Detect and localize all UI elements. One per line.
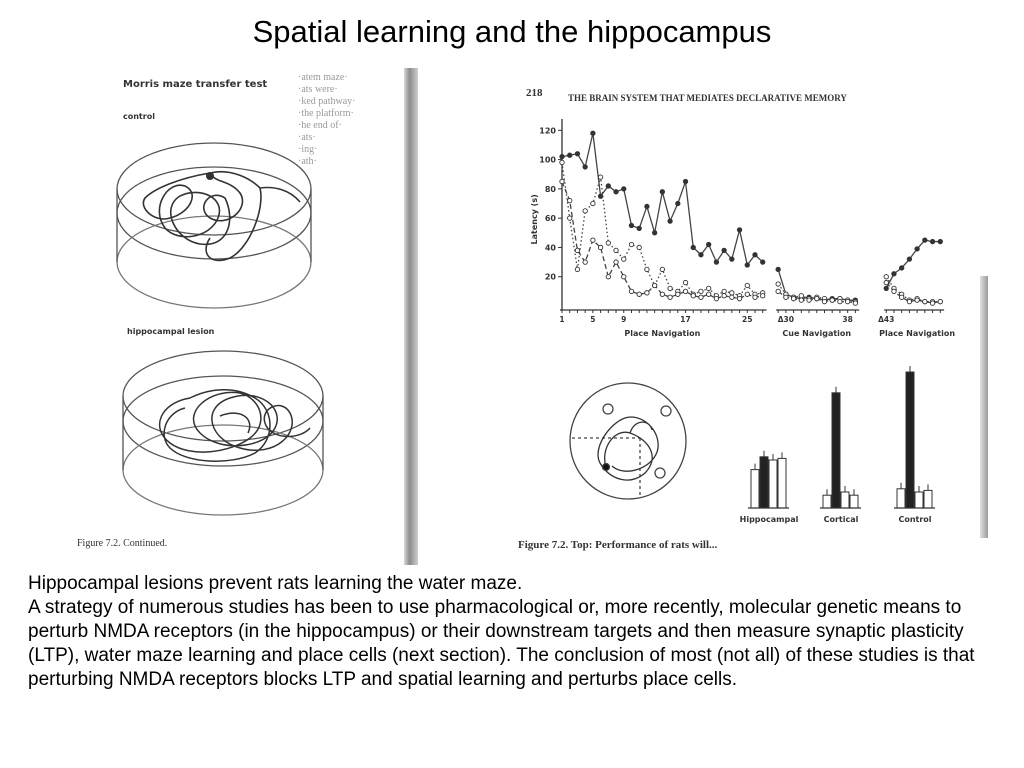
series-line (562, 163, 763, 296)
data-point (892, 289, 896, 293)
data-point (745, 263, 749, 267)
margin-text-line: ·ath· (298, 156, 317, 167)
y-tick-label: 20 (544, 272, 556, 282)
data-point (706, 242, 710, 246)
bar (769, 460, 777, 508)
data-point (645, 204, 649, 208)
data-point (598, 175, 602, 179)
data-point (761, 260, 765, 264)
y-tick-label: 80 (544, 184, 556, 194)
section-label: Place Navigation (879, 329, 956, 338)
data-point (737, 228, 741, 232)
bar (906, 372, 914, 508)
bar-chart-labels (740, 515, 932, 524)
maze-heading: Morris maze transfer test (123, 79, 268, 90)
data-point (598, 194, 602, 198)
margin-text-line: ·ats· (298, 132, 316, 143)
data-point (923, 238, 927, 242)
page-edge-shadow (980, 276, 988, 538)
data-point (699, 289, 703, 293)
data-point (622, 275, 626, 279)
data-point (652, 231, 656, 235)
body-text (28, 572, 988, 692)
data-point (915, 298, 919, 302)
data-point (791, 296, 795, 300)
bar (915, 492, 923, 508)
data-point (830, 298, 834, 302)
data-point (660, 190, 664, 194)
data-point (668, 219, 672, 223)
margin-text-line: ·ing· (298, 144, 318, 155)
data-point (606, 184, 610, 188)
section-label: Cue Navigation (782, 329, 852, 338)
data-point (838, 299, 842, 303)
chart-series (560, 131, 943, 305)
data-point (753, 253, 757, 257)
bar (778, 458, 786, 508)
data-point (575, 248, 579, 252)
data-point (799, 298, 803, 302)
data-point (645, 267, 649, 271)
data-point (568, 216, 572, 220)
y-tick-label: 100 (539, 155, 556, 165)
series-line (562, 133, 763, 265)
data-point (575, 267, 579, 271)
maze-path-figure (60, 68, 418, 565)
data-point (560, 154, 564, 158)
data-point (560, 179, 564, 183)
label-hippocampal-lesion: hippocampal lesion (127, 327, 215, 336)
data-point (683, 280, 687, 284)
data-point (938, 239, 942, 243)
data-point (668, 286, 672, 290)
data-point (822, 299, 826, 303)
data-point (622, 187, 626, 191)
data-point (652, 283, 656, 287)
data-point (614, 260, 618, 264)
data-point (892, 272, 896, 276)
data-point (930, 239, 934, 243)
x-tick-label: Δ43 (878, 315, 895, 324)
data-point (915, 247, 919, 251)
bar-group-label: Cortical (823, 515, 859, 524)
data-point (591, 238, 595, 242)
data-point (884, 280, 888, 284)
data-point (637, 226, 641, 230)
y-axis-label: Latency (s) (530, 194, 539, 245)
data-point (591, 201, 595, 205)
bar (897, 489, 905, 508)
data-point (637, 292, 641, 296)
margin-text-line: ·ats were· (298, 84, 338, 95)
bar (832, 393, 840, 508)
data-point (706, 292, 710, 296)
data-point (730, 295, 734, 299)
data-point (629, 242, 633, 246)
data-point (699, 295, 703, 299)
data-point (660, 267, 664, 271)
data-point (575, 152, 579, 156)
bar-group-label: Control (898, 515, 932, 524)
chart-axes (539, 119, 955, 338)
x-tick-label: 5 (590, 315, 596, 324)
data-point (714, 296, 718, 300)
data-point (884, 275, 888, 279)
data-point (938, 299, 942, 303)
data-point (884, 286, 888, 290)
data-point (645, 291, 649, 295)
data-point (637, 245, 641, 249)
data-point (761, 294, 765, 298)
margin-text-line: ·he end of· (298, 120, 342, 131)
bar (751, 470, 759, 508)
data-point (730, 257, 734, 261)
y-tick-label: 40 (544, 243, 556, 253)
data-point (560, 160, 564, 164)
data-point (614, 190, 618, 194)
data-point (722, 248, 726, 252)
x-tick-label: 1 (559, 315, 565, 324)
data-point (776, 267, 780, 271)
paragraph-1: Hippocampal lesions prevent rats learning the water maze. (28, 573, 523, 594)
lesion-maze-tank (123, 351, 323, 515)
data-point (737, 296, 741, 300)
data-point (660, 292, 664, 296)
control-platform-marker (206, 172, 214, 180)
data-point (722, 289, 726, 293)
data-point (807, 298, 811, 302)
bar (850, 495, 858, 508)
y-tick-label: 120 (539, 126, 556, 136)
data-point (606, 275, 610, 279)
data-point (691, 294, 695, 298)
data-point (745, 283, 749, 287)
data-point (776, 289, 780, 293)
left-scan-figure (60, 68, 418, 565)
data-point (629, 223, 633, 227)
right-figure-caption: Figure 7.2. Top: Performance of rats will... (518, 539, 718, 551)
margin-text-line: ·the platform· (298, 108, 354, 119)
data-point (598, 245, 602, 249)
data-point (853, 301, 857, 305)
paragraph-2: A strategy of numerous studies has been to use pharmacological or, more recently, molecular genetic means to perturb NMDA receptors (in the hippocampus) or their downstream targets and then measure synaptic plasticity (LTP), water maze learning and place cells (next section). The conclusion of most (not all) of these studies is that perturbing NMDA receptors blocks LTP and spatial learning and perturbs place cells. (28, 597, 975, 690)
data-point (583, 209, 587, 213)
data-point (714, 260, 718, 264)
maze-topview (570, 383, 686, 499)
data-point (629, 289, 633, 293)
x-tick-label: 9 (621, 315, 627, 324)
section-label: Place Navigation (624, 329, 701, 338)
data-point (568, 198, 572, 202)
y-tick-label: 60 (544, 214, 556, 224)
data-point (583, 260, 587, 264)
bar-group-label: Hippocampal (739, 515, 799, 524)
x-tick-label: 38 (842, 315, 853, 324)
data-point (907, 299, 911, 303)
running-head: THE BRAIN SYSTEM THAT MEDIATES DECLARATIVE MEMORY (568, 93, 847, 103)
bar (760, 457, 768, 508)
data-point (730, 291, 734, 295)
bar (823, 495, 831, 508)
data-point (930, 301, 934, 305)
data-point (606, 241, 610, 245)
latency-chart (500, 68, 988, 555)
bar (924, 490, 932, 508)
data-point (583, 165, 587, 169)
data-point (753, 295, 757, 299)
data-point (776, 282, 780, 286)
data-point (784, 295, 788, 299)
data-point (622, 257, 626, 261)
data-point (568, 153, 572, 157)
data-point (706, 286, 710, 290)
bar (841, 492, 849, 508)
bar-chart (748, 366, 935, 508)
series-line (886, 240, 940, 288)
data-point (745, 292, 749, 296)
x-tick-label: 17 (680, 315, 691, 324)
data-point (683, 289, 687, 293)
margin-text-line: ·ked pathway· (298, 96, 356, 107)
label-control: control (123, 112, 155, 121)
data-point (676, 201, 680, 205)
data-point (722, 294, 726, 298)
right-scan-figure (500, 68, 988, 555)
left-figure-caption: Figure 7.2. Continued. (77, 538, 168, 549)
margin-text-line: ·atem maze· (298, 72, 348, 83)
data-point (907, 257, 911, 261)
data-point (899, 266, 903, 270)
data-point (676, 292, 680, 296)
data-point (699, 253, 703, 257)
data-point (815, 296, 819, 300)
faint-margin-text (298, 72, 355, 167)
data-point (845, 299, 849, 303)
data-point (899, 295, 903, 299)
data-point (668, 295, 672, 299)
data-point (591, 131, 595, 135)
data-point (614, 248, 618, 252)
page-number: 218 (526, 87, 543, 99)
x-tick-label: Δ30 (777, 315, 795, 324)
data-point (799, 294, 803, 298)
x-tick-label: 25 (742, 315, 753, 324)
slide-title: Spatial learning and the hippocampus (252, 14, 772, 49)
data-point (683, 179, 687, 183)
data-point (923, 299, 927, 303)
data-point (691, 245, 695, 249)
book-gutter-shadow (404, 68, 418, 565)
